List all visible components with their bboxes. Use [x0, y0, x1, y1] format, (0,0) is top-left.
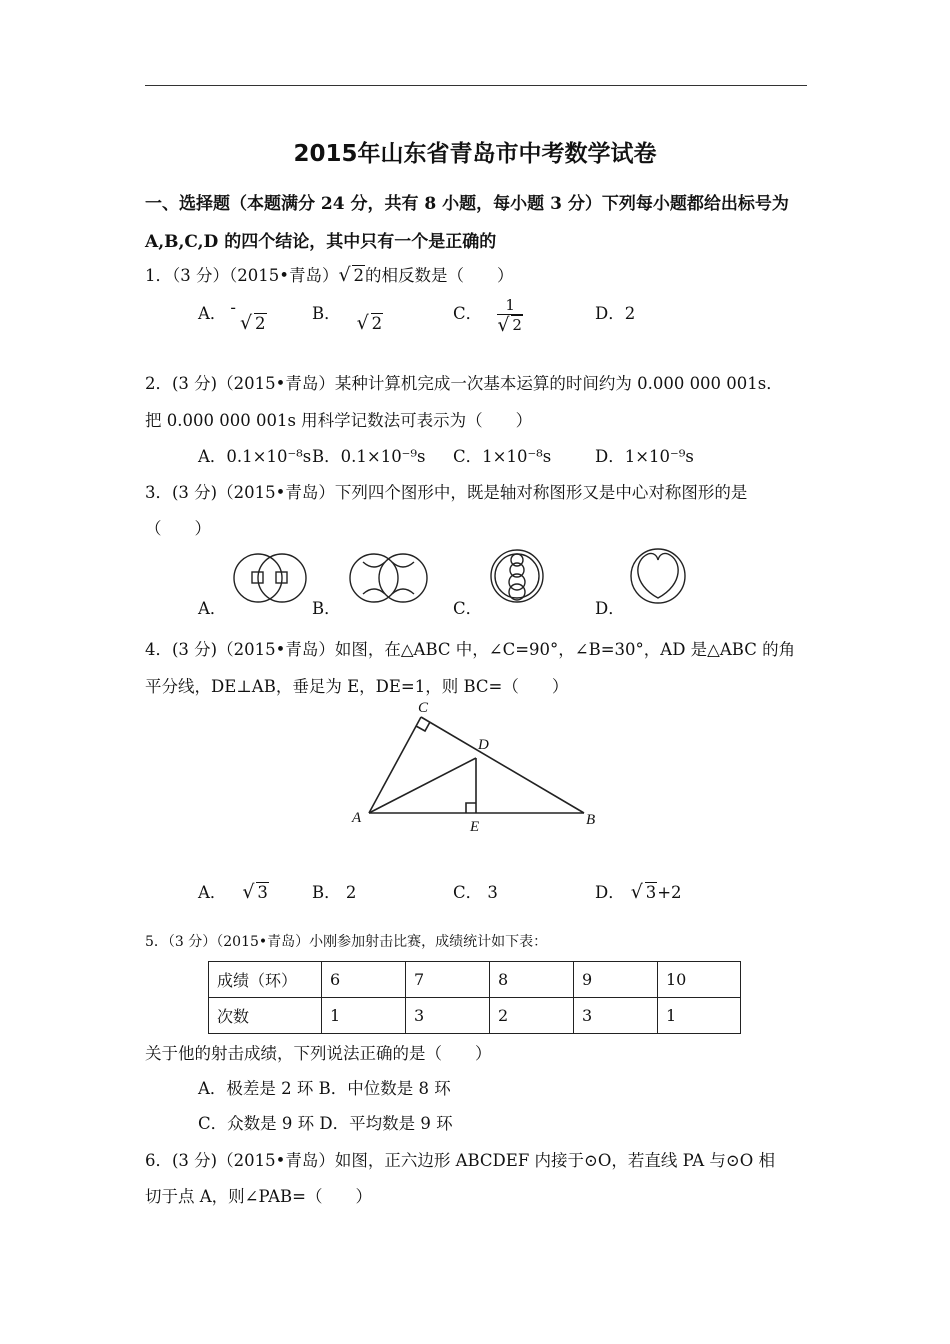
question-6-line1: 6．(3 分)（2015•青岛）如图，正六边形 ABCDEF 内接于⊙O，若直线 PA 与⊙O 相 [145, 1151, 775, 1170]
table-cell: 3 [574, 998, 658, 1034]
q5-options-cd: C．众数是 9 环 D．平均数是 9 环 [198, 1114, 453, 1133]
table-row [209, 998, 741, 1034]
section-heading-line2: A,B,C,D 的四个结论，其中只有一个是正确的 [145, 232, 497, 252]
q1-stem-pre: 1．（3 分）（2015•青岛） [145, 266, 339, 285]
question-3-line1: 3．(3 分)（2015•青岛）下列四个图形中，既是轴对称图形又是中心对称图形的是 [145, 483, 748, 502]
segment-ac [369, 717, 421, 813]
table-cell: 次数 [209, 998, 322, 1034]
segment-cb [421, 717, 584, 813]
question-6-line2: 切于点 A，则∠PAB=（ ） [145, 1187, 372, 1206]
table-cell: 2 [490, 998, 574, 1034]
q2-option-a: A．0.1×10⁻⁸s [198, 447, 312, 466]
q2-option-d: D．1×10⁻⁹s [595, 447, 694, 466]
label-a: A [352, 810, 362, 826]
table-row [209, 962, 741, 998]
q1-option-a: A． -√ 2 [198, 300, 267, 324]
table-cell: 1 [322, 998, 406, 1034]
q3-option-b: B． [312, 599, 341, 618]
question-5-stem: 5．（3 分）（2015•青岛）小刚参加射击比赛，成绩统计如下表： [145, 934, 548, 950]
segment-ad [369, 758, 476, 813]
q3-figure-d-lens [626, 546, 690, 606]
q1-sqrt: √ 2 [338, 266, 365, 285]
table-cell: 3 [406, 998, 490, 1034]
right-angle-e [466, 803, 476, 813]
q4-option-d: D．√ 3+2 [595, 879, 682, 903]
q4-option-b: B． 2 [312, 883, 357, 902]
table-cell: 9 [574, 962, 658, 998]
table-cell: 6 [322, 962, 406, 998]
page-title: 2015年山东省青岛市中考数学试卷 [293, 141, 657, 167]
label-d: D [478, 737, 489, 753]
question-4-line2: 平分线，DE⊥AB，垂足为 E，DE=1，则 BC=（ ） [145, 677, 569, 696]
question-3-line2: （ ） [145, 519, 211, 538]
table-cell: 1 [658, 998, 741, 1034]
label-e: E [470, 819, 480, 835]
q4-option-c: C． 3 [453, 883, 498, 902]
q3-option-c: C． [453, 599, 483, 618]
table-cell: 8 [490, 962, 574, 998]
q3-figure-a-coins [230, 548, 310, 608]
q1-option-b: B．√ 2 [312, 300, 383, 324]
question-4-line1: 4．(3 分)（2015•青岛）如图，在△ABC 中，∠C=90°，∠B=30°，AD 是△ABC 的角 [145, 640, 796, 659]
table-cell: 成绩（环） [209, 962, 322, 998]
question-5-after: 关于他的射击成绩，下列说法正确的是（ ） [145, 1044, 492, 1063]
q1-option-d: D．2 [595, 304, 636, 323]
label-c: C [418, 700, 429, 716]
q3-option-a: A． [198, 599, 227, 618]
q3-figure-b-double-circle [347, 550, 432, 606]
q3-figure-c-nested-circles [487, 546, 547, 606]
q4-option-a: A．√ 3 [198, 879, 269, 903]
q5-score-table [208, 961, 741, 1034]
header-rule [145, 85, 807, 86]
q4-triangle-figure [340, 695, 610, 840]
table-cell: 7 [406, 962, 490, 998]
q2-option-b: B．0.1×10⁻⁹s [312, 447, 426, 466]
question-2-line2: 把 0.000 000 001s 用科学记数法可表示为（ ） [145, 411, 533, 430]
q1-stem-post: 的相反数是（ ） [364, 266, 514, 285]
question-1-stem [145, 262, 513, 286]
question-2-line1: 2．(3 分)（2015•青岛）某种计算机完成一次基本运算的时间约为 0.000 000 001s． [145, 374, 783, 393]
q5-options-ab: A．极差是 2 环 B．中位数是 8 环 [198, 1079, 451, 1098]
section-heading-line1: 一、选择题（本题满分 24 分，共有 8 小题，每小题 3 分）下列每小题都给出标号为 [145, 194, 789, 214]
table-cell: 10 [658, 962, 741, 998]
label-b: B [586, 812, 596, 828]
q1-fraction: 1 √ 2 [497, 296, 523, 334]
q1-option-c: C． 1 √ 2 [453, 300, 523, 338]
q3-option-d: D． [595, 599, 625, 618]
q2-option-c: C．1×10⁻⁸s [453, 447, 552, 466]
